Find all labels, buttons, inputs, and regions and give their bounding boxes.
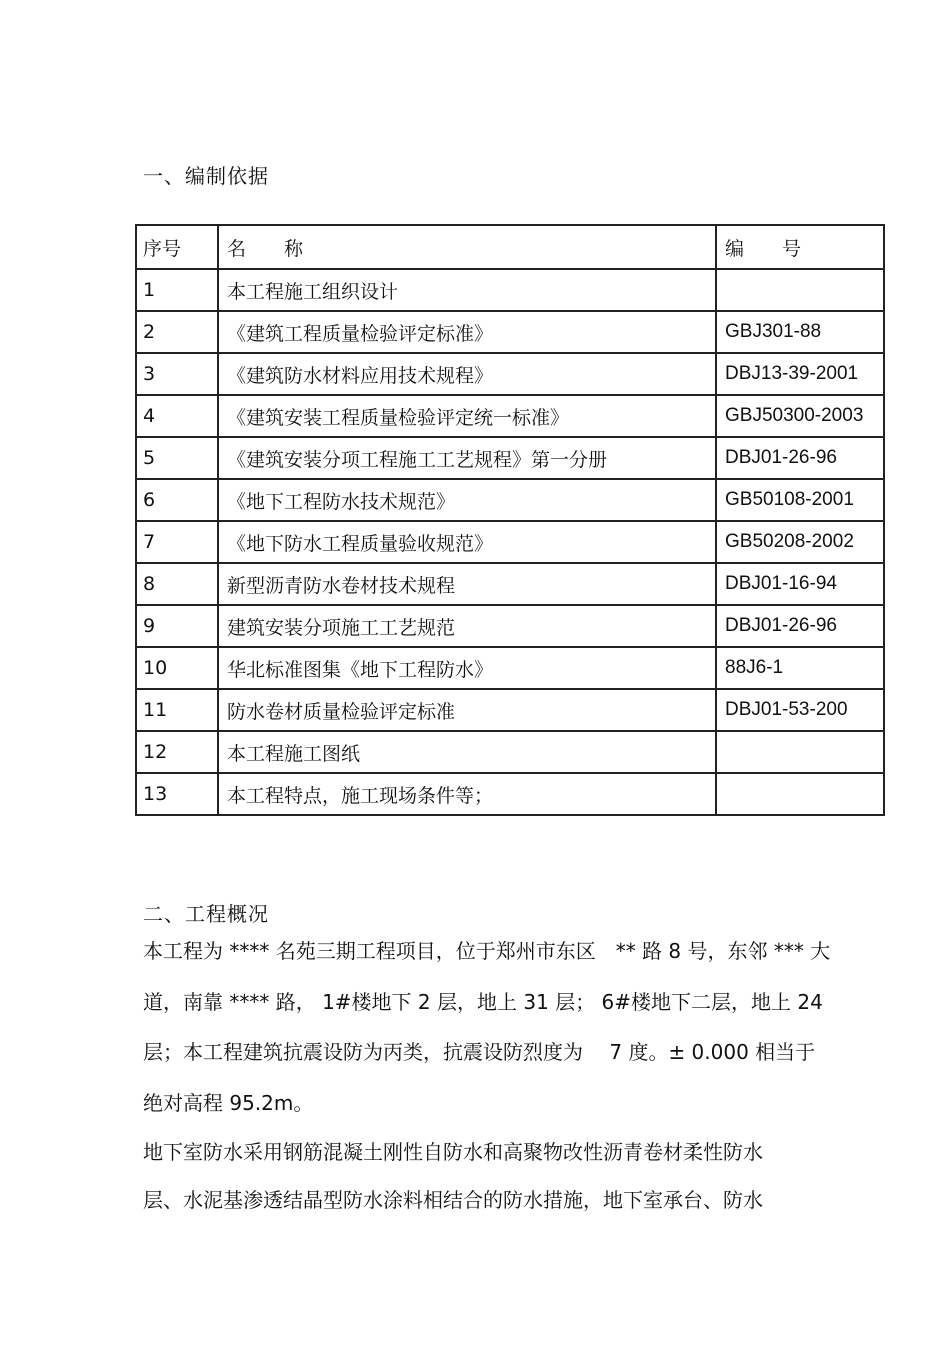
header-name: 名 称: [218, 225, 716, 269]
row-name: 华北标准图集《地下工程防水》: [218, 647, 716, 689]
row-code: GB50208-2002: [716, 521, 884, 563]
table-row: [136, 437, 884, 479]
row-name: 《地下工程防水技术规范》: [218, 479, 716, 521]
row-code: DBJ13-39-2001: [716, 353, 884, 395]
table-header-row: [136, 225, 884, 269]
row-index: 4: [136, 395, 218, 437]
overview-line-4: 绝对高程 95.2m。: [143, 1091, 314, 1115]
row-code: DBJ01-53-200: [716, 689, 884, 731]
row-code: [716, 731, 884, 773]
row-name: 防水卷材质量检验评定标准: [218, 689, 716, 731]
table-row: [136, 395, 884, 437]
compilation-basis-table: [135, 224, 885, 816]
row-code: GBJ301-88: [716, 311, 884, 353]
row-code: [716, 773, 884, 815]
row-index: 8: [136, 563, 218, 605]
row-index: 11: [136, 689, 218, 731]
row-name: 建筑安装分项施工工艺规范: [218, 605, 716, 647]
row-name: 本工程施工图纸: [218, 731, 716, 773]
table-row: [136, 773, 884, 815]
table-row: [136, 269, 884, 311]
row-code: [716, 269, 884, 311]
row-name: 本工程特点，施工现场条件等；: [218, 773, 716, 815]
overview-line-2: 道，南靠 **** 路， 1#楼地下 2 层，地上 31 层； 6#楼地下二层，地上 24: [143, 990, 823, 1014]
row-name: 新型沥青防水卷材技术规程: [218, 563, 716, 605]
row-index: 13: [136, 773, 218, 815]
row-code: DBJ01-26-96: [716, 605, 884, 647]
row-name: 《地下防水工程质量验收规范》: [218, 521, 716, 563]
row-code: GB50108-2001: [716, 479, 884, 521]
row-code: DBJ01-26-96: [716, 437, 884, 479]
overview-line-1: 本工程为 **** 名苑三期工程项目，位于郑州市东区 ** 路 8 号，东邻 *** 大: [143, 939, 831, 963]
table-row: [136, 605, 884, 647]
row-index: 1: [136, 269, 218, 311]
table-row: [136, 731, 884, 773]
row-index: 3: [136, 353, 218, 395]
table-row: [136, 563, 884, 605]
section-2-heading: 二、工程概况: [143, 902, 269, 926]
table-row: [136, 353, 884, 395]
table-row: [136, 521, 884, 563]
row-code: 88J6-1: [716, 647, 884, 689]
header-index: 序号: [136, 225, 218, 269]
header-code: 编 号: [716, 225, 884, 269]
row-index: 6: [136, 479, 218, 521]
table-row: [136, 647, 884, 689]
section-1-heading: 一、编制依据: [143, 164, 269, 188]
row-code: DBJ01-16-94: [716, 563, 884, 605]
row-index: 12: [136, 731, 218, 773]
overview-line-6: 层、水泥基渗透结晶型防水涂料相结合的防水措施，地下室承台、防水: [143, 1188, 763, 1212]
row-name: 《建筑安装工程质量检验评定统一标准》: [218, 395, 716, 437]
row-index: 2: [136, 311, 218, 353]
row-index: 9: [136, 605, 218, 647]
table-row: [136, 479, 884, 521]
table-row: [136, 689, 884, 731]
row-code: GBJ50300-2003: [716, 395, 884, 437]
row-index: 7: [136, 521, 218, 563]
row-name: 《建筑防水材料应用技术规程》: [218, 353, 716, 395]
row-name: 《建筑工程质量检验评定标准》: [218, 311, 716, 353]
row-index: 5: [136, 437, 218, 479]
overview-line-5: 地下室防水采用钢筋混凝土刚性自防水和高聚物改性沥青卷材柔性防水: [143, 1140, 763, 1164]
table-row: [136, 311, 884, 353]
row-index: 10: [136, 647, 218, 689]
row-name: 本工程施工组织设计: [218, 269, 716, 311]
overview-line-3: 层；本工程建筑抗震设防为丙类，抗震设防烈度为 7 度。± 0.000 相当于: [143, 1040, 816, 1064]
row-name: 《建筑安装分项工程施工工艺规程》第一分册: [218, 437, 716, 479]
